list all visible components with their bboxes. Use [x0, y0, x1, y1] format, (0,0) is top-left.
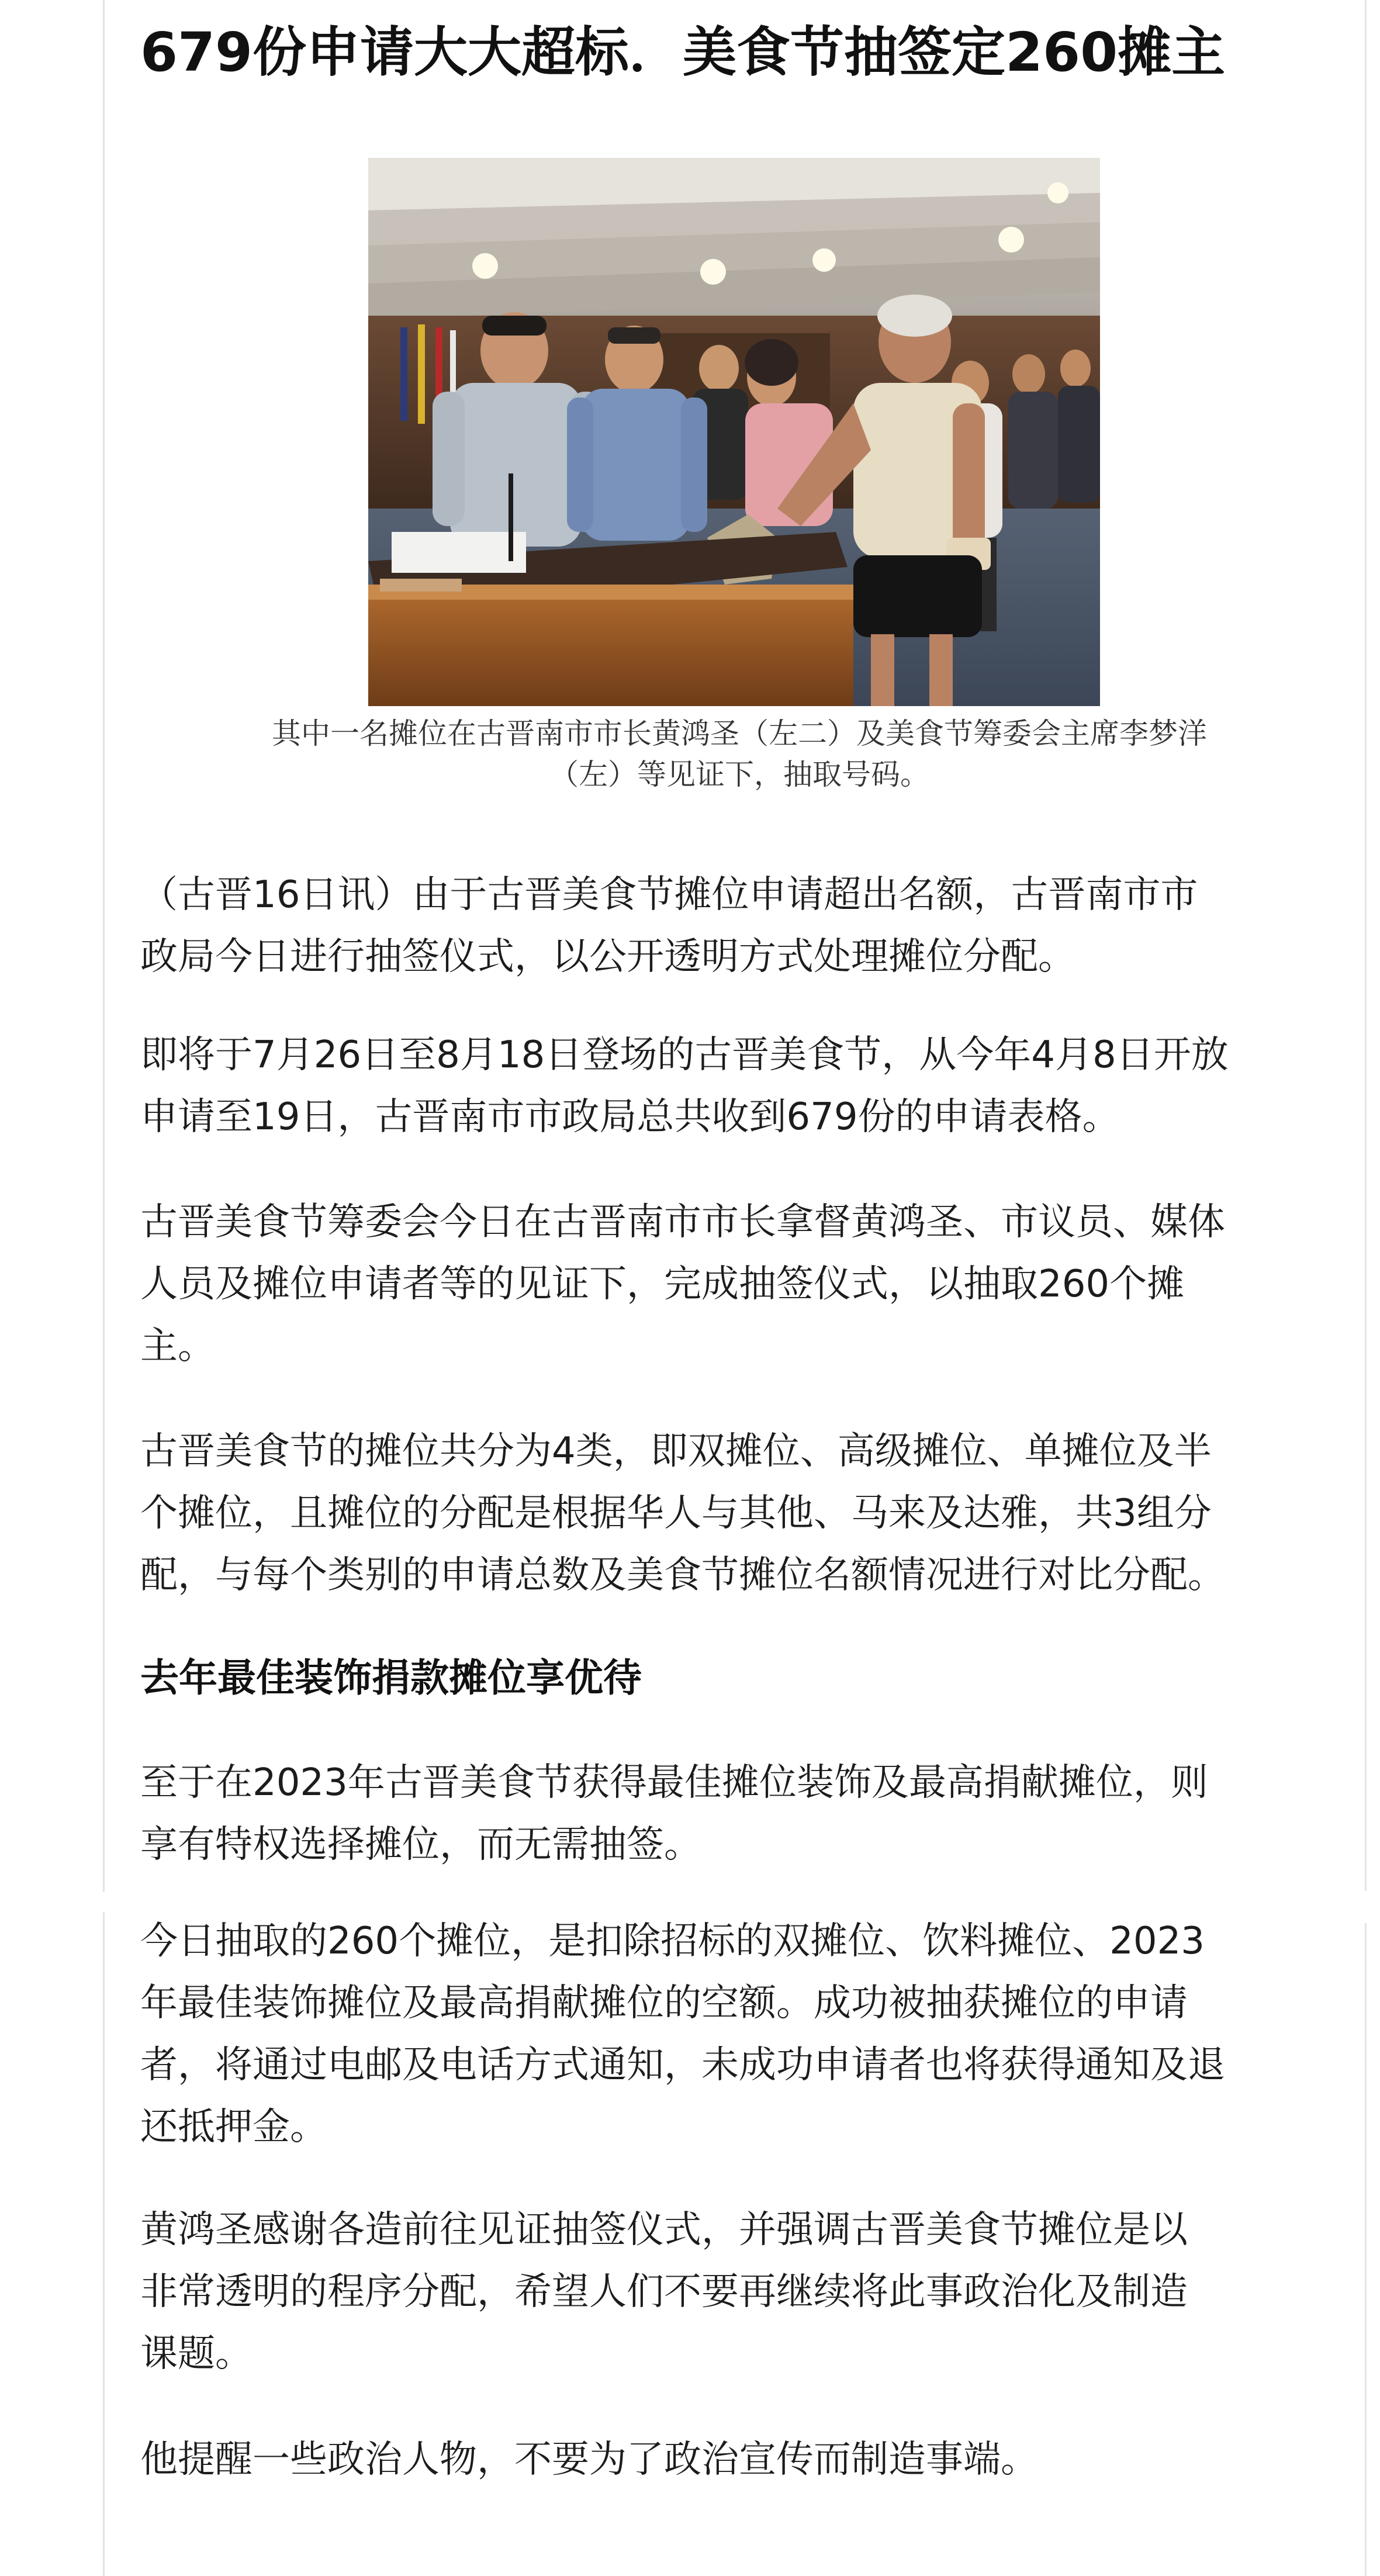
paragraph-line: 主。: [140, 1325, 215, 1368]
right-content-border: [1365, 0, 1367, 1891]
paragraph-line: 配，与每个类别的申请总数及美食节摊位名额情况进行对比分配。: [140, 1554, 1225, 1597]
paragraph-line: 古晋美食节筹委会今日在古晋南市市长拿督黄鸿圣、市议员、媒体: [140, 1201, 1225, 1244]
paragraph-line: 古晋美食节的摊位共分为4类，即双摊位、高级摊位、单摊位及半: [140, 1430, 1212, 1473]
article-paragraph: [140, 1752, 1339, 1876]
article-paragraph: [140, 1420, 1339, 1606]
paragraph-line: 申请至19日，古晋南市市政局总共收到679份的申请表格。: [140, 1095, 1120, 1139]
paragraph-line: 至于在2023年古晋美食节获得最佳摊位装饰及最高捐献摊位，则: [140, 1761, 1208, 1804]
paragraph-line: 课题。: [140, 2332, 253, 2376]
paragraph-line: 人员及摊位申请者等的见证下，完成抽签仪式，以抽取260个摊: [140, 1263, 1185, 1306]
right-content-border-lower: [1365, 1923, 1367, 2576]
paragraph-line: 年最佳装饰摊位及最高捐献摊位的空额。成功被抽获摊位的申请: [140, 1982, 1188, 2025]
article-paragraph: [140, 2199, 1339, 2385]
paragraph-line: 黄鸿圣感谢各造前往见证抽签仪式，并强调古晋美食节摊位是以: [140, 2208, 1188, 2252]
paragraph-line: 还抵押金。: [140, 2105, 327, 2149]
paragraph-line: 即将于7月26日至8月18日登场的古晋美食节，从今年4月8日开放: [140, 1033, 1229, 1077]
photo-illustration: [368, 158, 1100, 706]
article-subheading: 去年最佳装饰捐款摊位享优待: [140, 1655, 642, 1700]
caption-line: （左）等见证下，抽取号码。: [549, 758, 929, 791]
paragraph-line: （古晋16日讯）由于古晋美食节摊位申请超出名额，古晋南市市: [140, 873, 1198, 917]
article-paragraph: [140, 1910, 1339, 2158]
article-paragraph: [140, 1191, 1339, 1377]
screenshot-stitch-gap: [0, 1892, 1380, 1912]
caption-line: 其中一名摊位在古晋南市市长黄鸿圣（左二）及美食节筹委会主席李梦洋: [272, 717, 1207, 751]
paragraph-line: 今日抽取的260个摊位，是扣除招标的双摊位、饮料摊位、2023: [140, 1920, 1205, 1963]
article-paragraph: [140, 864, 1339, 988]
news-photo: [368, 158, 1100, 706]
article-paragraph: [140, 2429, 1339, 2491]
paragraph-line: 政局今日进行抽签仪式，以公开透明方式处理摊位分配。: [140, 935, 1075, 978]
paragraph-line: 享有特权选择摊位，而无需抽签。: [140, 1823, 701, 1866]
paragraph-line: 非常透明的程序分配，希望人们不要再继续将此事政治化及制造: [140, 2270, 1188, 2314]
article-headline: 679份申请大大超标．美食节抽签定260摊主: [140, 21, 1226, 84]
paragraph-line: 者，将通过电邮及电话方式通知，未成功申请者也将获得通知及退: [140, 2043, 1225, 2087]
paragraph-line: 个摊位，且摊位的分配是根据华人与其他、马来及达雅，共3组分: [140, 1492, 1212, 1535]
article-paragraph: [140, 1024, 1339, 1148]
paragraph-line: 他提醒一些政治人物，不要为了政治宣传而制造事端。: [140, 2438, 1038, 2481]
photo-caption: [140, 713, 1339, 795]
left-content-border: [103, 0, 105, 2576]
